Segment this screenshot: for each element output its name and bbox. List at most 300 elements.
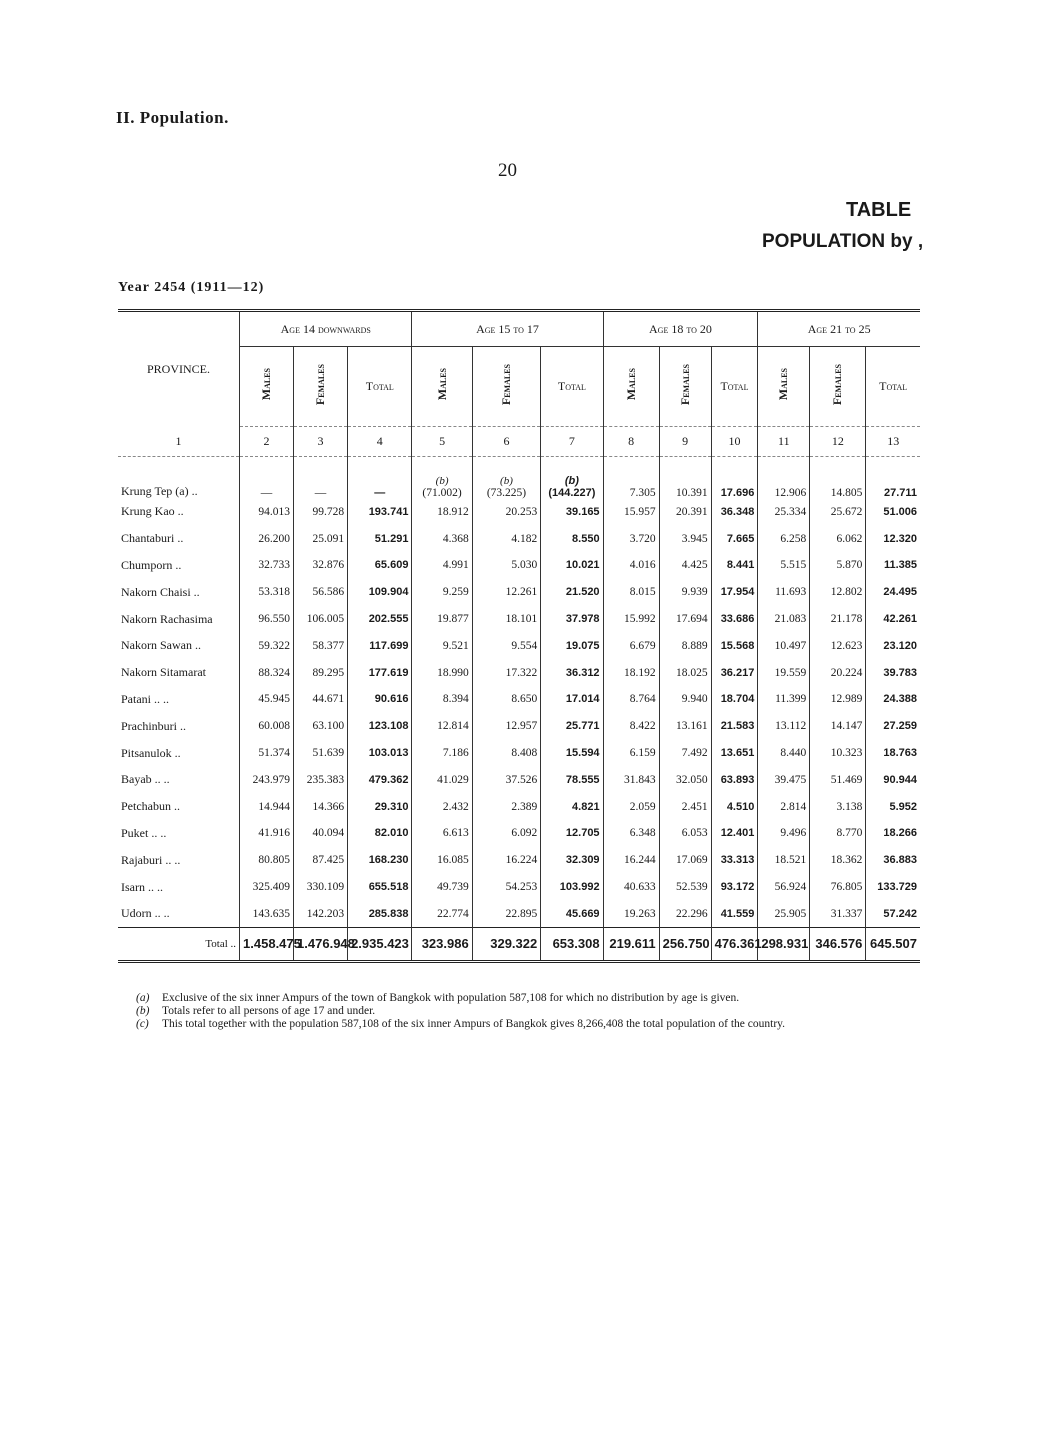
cell-value: 9.939 [659,579,711,606]
cell-value: 40.094 [294,820,348,847]
cell-value: 19.877 [412,606,472,633]
province-name: Nakorn Sitamarat [118,659,240,686]
cell-value: 17.322 [472,659,541,686]
cell-value: 90.944 [883,773,917,786]
cell-value: 7.186 [412,740,472,767]
table-row [118,579,920,606]
cell-value: 19.075 [541,632,603,659]
cell-value: 18.025 [659,659,711,686]
cell-value: 22.895 [472,900,541,927]
cell-value: 11.385 [883,559,917,572]
cell-value: 12.802 [810,579,866,606]
cell-value: 96.550 [240,606,294,633]
table-row [118,740,920,767]
cell-value: 103.992 [541,874,603,901]
cell-value: 27.259 [883,720,917,733]
province-name: Nakorn Chaisi .. [118,579,240,606]
cell-value: 10.391 [659,457,711,499]
footnote-a [136,992,916,1005]
cell-value: 5.515 [758,552,810,579]
cell-value: 13.161 [659,713,711,740]
cell-value: 106.005 [294,606,348,633]
cell-value: 22.774 [412,900,472,927]
column-number: 10 [711,427,758,457]
table-subtitle: POPULATION by , [762,231,924,252]
cell-value: 329.322 [472,927,541,961]
cell-value: 9.496 [758,820,810,847]
cell-value: 479.362 [348,766,412,793]
cell-value: 60.008 [240,713,294,740]
province-name: Isarn .. .. [118,874,240,901]
cell-value: 12.989 [810,686,866,713]
cell-value: 56.586 [294,579,348,606]
cell-value [541,457,603,499]
province-name: Nakorn Sawan .. [118,632,240,659]
cell-value: 37.526 [472,766,541,793]
cell-value: 87.425 [294,847,348,874]
table-row [118,499,920,526]
cell-value: 330.109 [294,874,348,901]
province-name: Chantaburi .. [118,525,240,552]
total-label: Total .. [118,927,240,961]
cell-value: 325.409 [240,874,294,901]
cell-value: 20.224 [810,659,866,686]
cell-value: 23.120 [883,639,917,652]
cell-value: 2.935.423 [348,927,412,961]
cell-value: 6.613 [412,820,472,847]
cell-value: 193.741 [348,499,412,526]
cell-value: 243.979 [240,766,294,793]
cell-value: 33.313 [711,847,758,874]
cell-value: 7.492 [659,740,711,767]
cell-value: 4.991 [412,552,472,579]
column-number: 7 [541,427,603,457]
cell-value: 202.555 [348,606,412,633]
cell-value: 103.013 [348,740,412,767]
cell-value: 219.611 [603,927,659,961]
cell-value: 36.883 [883,854,917,867]
cell-value: 123.108 [348,713,412,740]
cell-value: 17.954 [711,579,758,606]
cell-value: 4.510 [711,793,758,820]
cell-value: 5.870 [810,552,866,579]
footnote-text: Exclusive of the six inner Ampurs of the town of Bangkok with population 587,108 for which no distribution by age is given. [162,992,740,1004]
cell-value: 6.159 [603,740,659,767]
cell-value: 6.258 [758,525,810,552]
cell-value: 14.147 [810,713,866,740]
cell-value: 17.694 [659,606,711,633]
cell-value: 15.594 [541,740,603,767]
footnote-reference: (b) [435,474,449,487]
table-row [118,793,920,820]
cell-value: 29.310 [348,793,412,820]
footnote-c [136,1018,916,1031]
cell-value: 8.764 [603,686,659,713]
cell-value: 58.377 [294,632,348,659]
total-header: Total [557,379,586,393]
cell-value: 31.337 [810,900,866,927]
cell-value: 9.259 [412,579,472,606]
cell-value: 20.253 [472,499,541,526]
cell-number: (144.227) [548,486,596,499]
cell-value: 8.889 [659,632,711,659]
cell-value: 42.261 [883,613,917,626]
cell-value: 8.394 [412,686,472,713]
cell-value: 655.518 [348,874,412,901]
cell-value: 109.904 [348,579,412,606]
cell-value: 12.705 [541,820,603,847]
cell-value: 12.261 [472,579,541,606]
column-number: 11 [758,427,810,457]
cell-value: 25.334 [758,499,810,526]
cell-value: 25.771 [541,713,603,740]
cell-value: 51.469 [810,766,866,793]
cell-value: 298.931 [758,927,810,961]
cell-value: 31.843 [603,766,659,793]
cell-value: 10.497 [758,632,810,659]
cell-value: 14.944 [240,793,294,820]
cell-value: 18.266 [883,827,917,840]
total-header: Total [720,379,749,393]
table-row [118,874,920,901]
province-name: Rajaburi .. .. [118,847,240,874]
cell-value: 24.388 [883,693,917,706]
cell-number: (71.002) [422,486,462,499]
page-number: 20 [498,160,517,181]
cell-value: 18.192 [603,659,659,686]
cell-value: 93.172 [711,874,758,901]
cell-value: 25.672 [810,499,866,526]
cell-value: 168.230 [348,847,412,874]
cell-value: 53.318 [240,579,294,606]
cell-value: 8.441 [711,552,758,579]
cell-value: 33.686 [711,606,758,633]
cell-value: 8.770 [810,820,866,847]
cell-value: 1.458.475 [240,927,294,961]
cell-value: 6.679 [603,632,659,659]
cell-value: 41.916 [240,820,294,847]
column-number: 3 [294,427,348,457]
province-name: Bayab .. .. [118,766,240,793]
cell-value: 7.665 [711,525,758,552]
footnote-mark: (c) [136,1018,149,1030]
cell-value: 18.101 [472,606,541,633]
cell-value: 18.912 [412,499,472,526]
cell-value: 12.906 [758,457,810,499]
cell-value: 9.521 [412,632,472,659]
column-number: 4 [348,427,412,457]
cell-value: 4.821 [541,793,603,820]
cell-value: 76.805 [810,874,866,901]
cell-value: 142.203 [294,900,348,927]
cell-value: 99.728 [294,499,348,526]
cell-value: 4.016 [603,552,659,579]
cell-value: 94.013 [240,499,294,526]
year-label: Year 2454 (1911—12) [118,280,265,295]
cell-value: 12.957 [472,713,541,740]
cell-value: 36.348 [711,499,758,526]
cell-value: 57.242 [883,907,917,920]
males-header: Males [623,368,638,401]
province-name: Petchabun .. [118,793,240,820]
column-number: 2 [240,427,294,457]
cell-value: 15.992 [603,606,659,633]
column-number: 1 [118,427,240,457]
cell-value: 5.952 [889,800,917,813]
footnote-text: Totals refer to all persons of age 17 and under. [162,1005,376,1017]
cell-value: 235.383 [294,766,348,793]
cell-value: 63.100 [294,713,348,740]
cell-value: 323.986 [412,927,472,961]
cell-value: 80.805 [240,847,294,874]
cell-value: 15.957 [603,499,659,526]
cell-value: 143.635 [240,900,294,927]
cell-value: 56.924 [758,874,810,901]
cell-value: 51.374 [240,740,294,767]
province-name: Pitsanulok .. [118,740,240,767]
province-name: Krung Tep (a) .. [118,457,240,499]
cell-value: 36.312 [541,659,603,686]
footnotes [136,992,916,1031]
footnote-reference: (b) [564,474,579,487]
cell-value: 15.568 [711,632,758,659]
group-header-age-15-17: Age 15 to 17 [412,311,603,347]
total-header: Total [879,379,908,393]
cell-value: 5.030 [472,552,541,579]
cell-value: 2.451 [659,793,711,820]
cell-value: 3.945 [659,525,711,552]
cell-value: 2.432 [412,793,472,820]
cell-value: 21.083 [758,606,810,633]
table-row [118,713,920,740]
cell-value: 13.651 [711,740,758,767]
cell-value: 9.554 [472,632,541,659]
cell-value: 2.389 [472,793,541,820]
province-name: Udorn .. .. [118,900,240,927]
females-header: Females [677,363,692,406]
cell-value: 11.399 [758,686,810,713]
cell-value: 285.838 [348,900,412,927]
cell-value: 27.711 [883,486,917,499]
group-header-age-18-20: Age 18 to 20 [603,311,758,347]
cell-value: 24.495 [883,586,917,599]
cell-value: 8.440 [758,740,810,767]
table-row [118,847,920,874]
cell-value: 11.693 [758,579,810,606]
table-row [118,766,920,793]
cell-value: 89.295 [294,659,348,686]
cell-value: 39.783 [883,666,917,679]
cell-value: 21.178 [810,606,866,633]
cell-value: 10.021 [541,552,603,579]
cell-value: 22.296 [659,900,711,927]
cell-value: 16.085 [412,847,472,874]
cell-value: 82.010 [348,820,412,847]
cell-value: 6.062 [810,525,866,552]
table-row [118,686,920,713]
cell-value: 51.006 [883,505,917,518]
footnote-mark: (b) [136,1005,150,1017]
cell-value: 8.550 [541,525,603,552]
footnote-b [136,1005,916,1018]
cell-value: 18.704 [711,686,758,713]
cell-value: 4.425 [659,552,711,579]
cell-value: 13.112 [758,713,810,740]
cell-value: 3.720 [603,525,659,552]
cell-value: 6.348 [603,820,659,847]
cell-value: 36.217 [711,659,758,686]
cell-value: 45.945 [240,686,294,713]
cell-value: 51.639 [294,740,348,767]
cell-value: 18.990 [412,659,472,686]
cell-value: 645.507 [866,927,920,961]
cell-value: 2.059 [603,793,659,820]
table-row [118,900,920,927]
cell-value: 8.015 [603,579,659,606]
cell-value: 476.361 [711,927,758,961]
cell-value: — [240,457,294,499]
province-name: Krung Kao .. [118,499,240,526]
cell-value: 54.253 [472,874,541,901]
province-name: Patani .. .. [118,686,240,713]
males-header: Males [434,368,449,401]
cell-value: 90.616 [348,686,412,713]
province-name: Nakorn Rachasima [118,606,240,633]
cell-value [472,457,541,499]
total-header: Total [365,379,394,393]
cell-value: 653.308 [541,927,603,961]
cell-value: 37.978 [541,606,603,633]
cell-value: 44.671 [294,686,348,713]
cell-value: 4.368 [412,525,472,552]
cell-value: 177.619 [348,659,412,686]
population-table [118,309,920,963]
cell-value: 12.623 [810,632,866,659]
cell-value: 63.893 [711,766,758,793]
cell-value: 26.200 [240,525,294,552]
table-row [118,552,920,579]
cell-value: 59.322 [240,632,294,659]
table-row [118,525,920,552]
cell-value: 18.362 [810,847,866,874]
cell-value: 14.805 [810,457,866,499]
cell-value: 20.391 [659,499,711,526]
province-name: Puket .. .. [118,820,240,847]
cell-value: 32.876 [294,552,348,579]
cell-value: 25.905 [758,900,810,927]
column-number: 12 [810,427,866,457]
cell-value: 21.583 [711,713,758,740]
cell-value: 10.323 [810,740,866,767]
cell-value: 14.366 [294,793,348,820]
cell-value: 346.576 [810,927,866,961]
table-row [118,820,920,847]
cell-value: 52.539 [659,874,711,901]
cell-value: 8.650 [472,686,541,713]
section-title: II. Population. [116,108,229,127]
cell-value: 17.014 [541,686,603,713]
cell-value [412,457,472,499]
cell-value: 133.729 [877,881,917,894]
cell-value: 25.091 [294,525,348,552]
cell-value: 19.559 [758,659,810,686]
cell-value: 21.520 [541,579,603,606]
cell-value: 32.733 [240,552,294,579]
cell-value: 18.521 [758,847,810,874]
cell-value: 7.305 [603,457,659,499]
cell-value: 6.092 [472,820,541,847]
column-number: 8 [603,427,659,457]
cell-value: 16.244 [603,847,659,874]
cell-value: 18.763 [883,747,917,760]
column-number: 5 [412,427,472,457]
cell-value: — [294,457,348,499]
table-row [118,606,920,633]
cell-value: 49.739 [412,874,472,901]
group-header-age-14-downwards: Age 14 downwards [240,311,412,347]
females-header: Females [830,363,845,406]
cell-value: 17.696 [711,457,758,499]
cell-value: 2.814 [758,793,810,820]
cell-value: 3.138 [810,793,866,820]
cell-value: 17.069 [659,847,711,874]
cell-value: 12.320 [883,532,917,545]
column-number: 6 [472,427,541,457]
cell-value: 6.053 [659,820,711,847]
table-row [118,659,920,686]
cell-value: 45.669 [541,900,603,927]
footnote-mark: (a) [136,992,150,1004]
females-header: Females [498,363,513,406]
cell-value: 12.814 [412,713,472,740]
cell-value: 39.165 [541,499,603,526]
footnote-text: This total together with the population 587,108 of the six inner Ampurs of Bangkok gives 8,266,408 the total population of the country. [162,1018,786,1030]
cell-value: 78.555 [541,766,603,793]
column-number-row [118,427,920,457]
cell-value: 19.263 [603,900,659,927]
cell-value: 51.291 [348,525,412,552]
cell-value: 9.940 [659,686,711,713]
province-name: Chumporn .. [118,552,240,579]
column-number: 9 [659,427,711,457]
cell-value: 32.309 [541,847,603,874]
cell-value: 8.422 [603,713,659,740]
cell-number: (73.225) [486,486,527,499]
table-label: TABLE [846,199,912,221]
cell-value: 32.050 [659,766,711,793]
province-name: Prachinburi .. [118,713,240,740]
cell-value: 12.401 [711,820,758,847]
cell-value: 16.224 [472,847,541,874]
group-header-age-21-25: Age 21 to 25 [758,311,920,347]
cell-value: 88.324 [240,659,294,686]
cell-value: — [348,457,412,499]
females-header: Females [313,363,328,406]
cell-value: 40.633 [603,874,659,901]
cell-value: 4.182 [472,525,541,552]
cell-value: 256.750 [659,927,711,961]
cell-value: 1.476.948 [294,927,348,961]
column-number: 13 [866,427,920,457]
cell-value: 117.699 [348,632,412,659]
cell-value: 8.408 [472,740,541,767]
total-row [118,927,920,961]
cell-value: 41.559 [711,900,758,927]
cell-value: 39.475 [758,766,810,793]
males-header: Males [776,368,791,401]
table-row [118,632,920,659]
province-header: PROVINCE. [118,311,240,427]
